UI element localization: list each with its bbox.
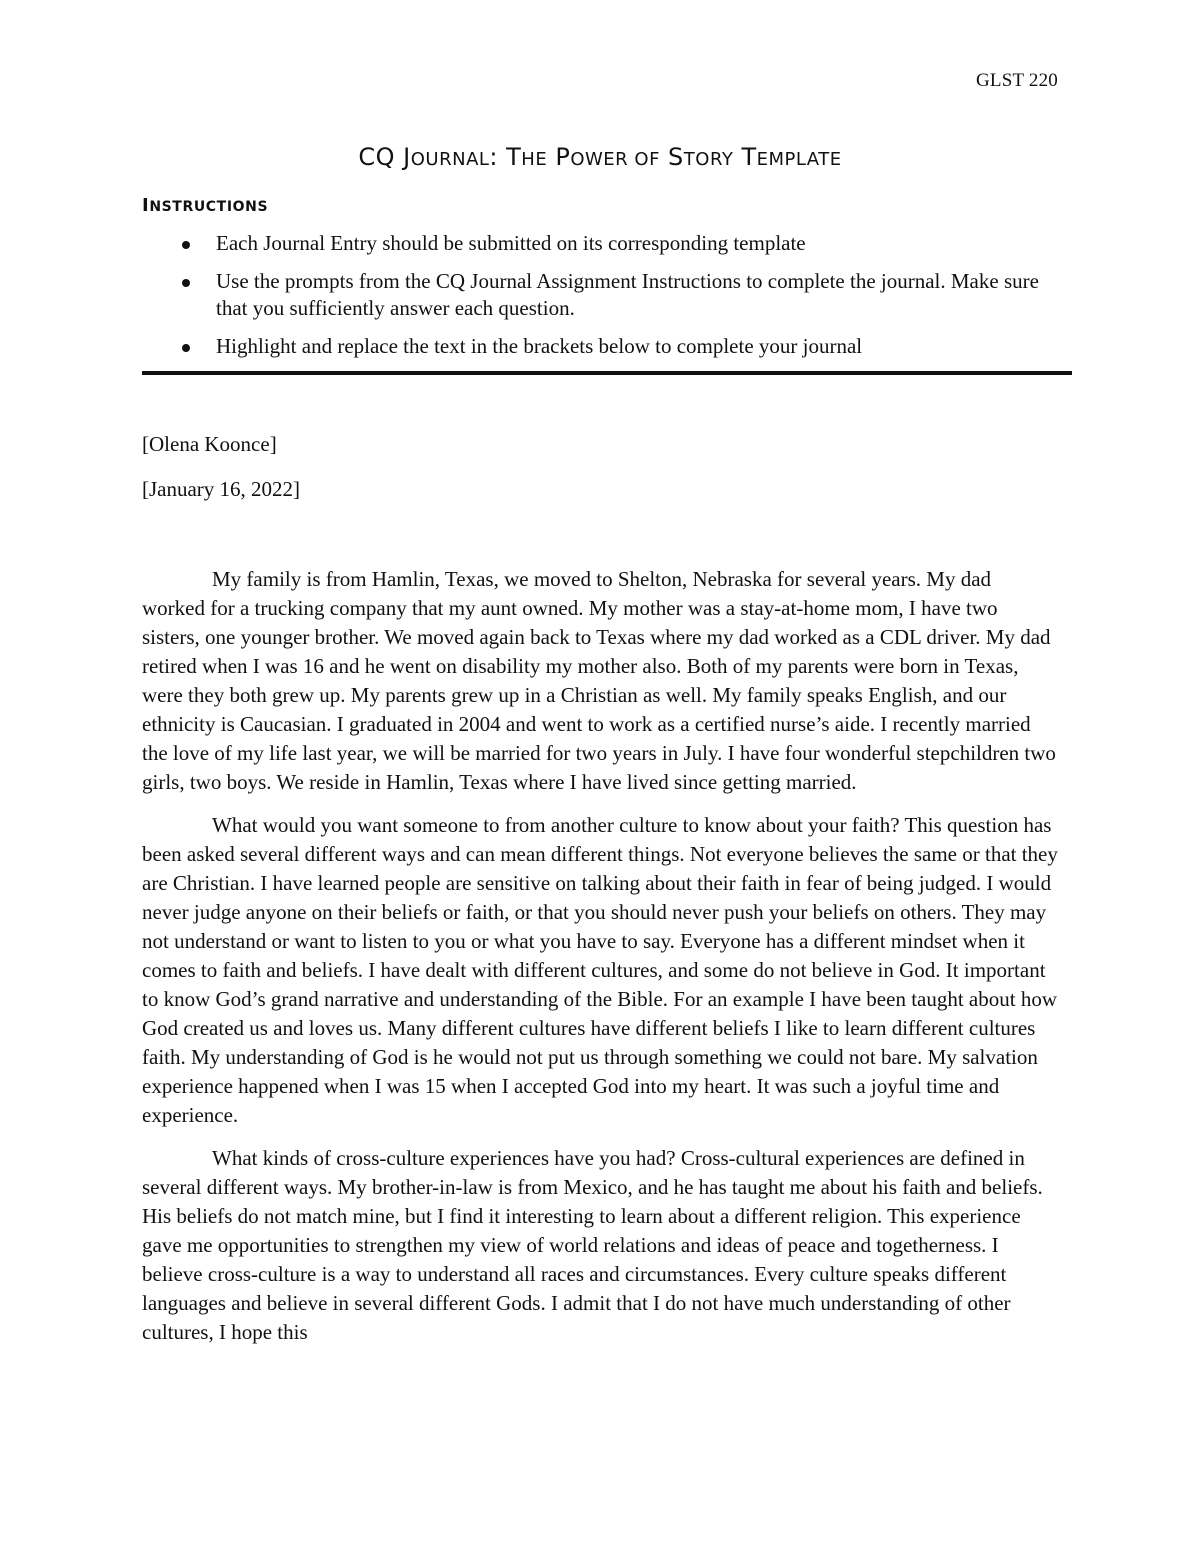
title-segment: T xyxy=(733,143,757,171)
horizontal-divider xyxy=(142,371,1072,375)
title-segment: S xyxy=(659,143,684,171)
journal-paragraph: What would you want someone to from another culture to know about your faith? This question has been asked several different ways and can mean different things. Not everyone believes the same or that they are Christian. I have learned people are sensitive on talking about their faith in fear of being judged. I would never judge anyone on their beliefs or faith, or that you should never push your beliefs on others. They may not understand or want to listen to you or what you have to say. Everyone has a different mindset when it comes to faith and beliefs. I have dealt with different cultures, and some do not believe in God. It important to know God’s grand narrative and understanding of the Bible. For an example I have been taught about how God created us and loves us. Many different cultures have different beliefs I like to learn different cultures faith. My understanding of God is he would not put us through something we could not bare. My salvation experience happened when I was 15 when I accepted God into my heart. It was such a joyful time and experience. xyxy=(142,813,1058,1127)
instructions-list xyxy=(142,230,1058,371)
instructions-heading xyxy=(142,195,268,216)
instruction-text: Use the prompts from the CQ Journal Assignment Instructions to complete the journal. Make sure that you sufficiently answer each question. xyxy=(216,269,1039,320)
title-segment: CQ J xyxy=(358,143,411,171)
journal-paragraph: What kinds of cross-culture experiences have you had? Cross-cultural experiences are defined in several different ways. My brother-in-law is from Mexico, and he has taught me about his faith and beliefs. His beliefs do not match mine, but I find it interesting to learn about a different religion. This experience gave me opportunities to strengthen my view of world relations and ideas of peace and togetherness. I believe cross-culture is a way to understand all races and circumstances. Every culture speaks different languages and believe in several different Gods. I admit that I do not have much understanding of other cultures, I hope this xyxy=(142,1146,1043,1344)
course-code-header: GLST 220 xyxy=(975,70,1058,91)
instruction-item xyxy=(142,268,1058,322)
journal-body xyxy=(142,565,1058,1361)
title-segment: : T xyxy=(489,143,522,171)
instruction-text: Each Journal Entry should be submitted on its corresponding template xyxy=(216,231,806,255)
bullet-icon xyxy=(182,241,190,249)
instruction-text: Highlight and replace the text in the brackets below to complete your journal xyxy=(216,334,863,358)
entry-date: [January 16, 2022] xyxy=(142,477,301,501)
heading-segment: I xyxy=(142,195,150,216)
bullet-icon xyxy=(182,279,190,287)
student-name: [Olena Koonce] xyxy=(142,432,277,456)
instruction-item xyxy=(142,333,1058,360)
title-segment: P xyxy=(547,143,571,171)
instruction-item xyxy=(142,230,1058,257)
title-segment: OWER OF xyxy=(570,149,660,170)
document-title xyxy=(142,143,1058,171)
title-segment: EMPLATE xyxy=(756,149,842,170)
bullet-icon xyxy=(182,344,190,352)
title-segment: OURNAL xyxy=(410,149,490,170)
journal-paragraph: My family is from Hamlin, Texas, we moved to Shelton, Nebraska for several years. My dad worked for a trucking company that my aunt owned. My mother was a stay-at-home mom, I have two sisters, one younger brother. We moved again back to Texas where my dad worked as a CDL driver. My dad retired when I was 16 and he went on disability my mother also. Both of my parents were born in Texas, were they both grew up. My parents grew up in a Christian as well. My family speaks English, and our ethnicity is Caucasian. I graduated in 2004 and went to work as a certified nurse’s aide. I recently married the love of my life last year, we will be married for two years in July. I have four wonderful stepchildren two girls, two boys. We reside in Hamlin, Texas where I have lived since getting married. xyxy=(142,567,1056,794)
title-segment: TORY xyxy=(683,149,734,170)
heading-segment: NSTRUCTIONS xyxy=(149,199,269,215)
title-segment: HE xyxy=(521,149,548,170)
